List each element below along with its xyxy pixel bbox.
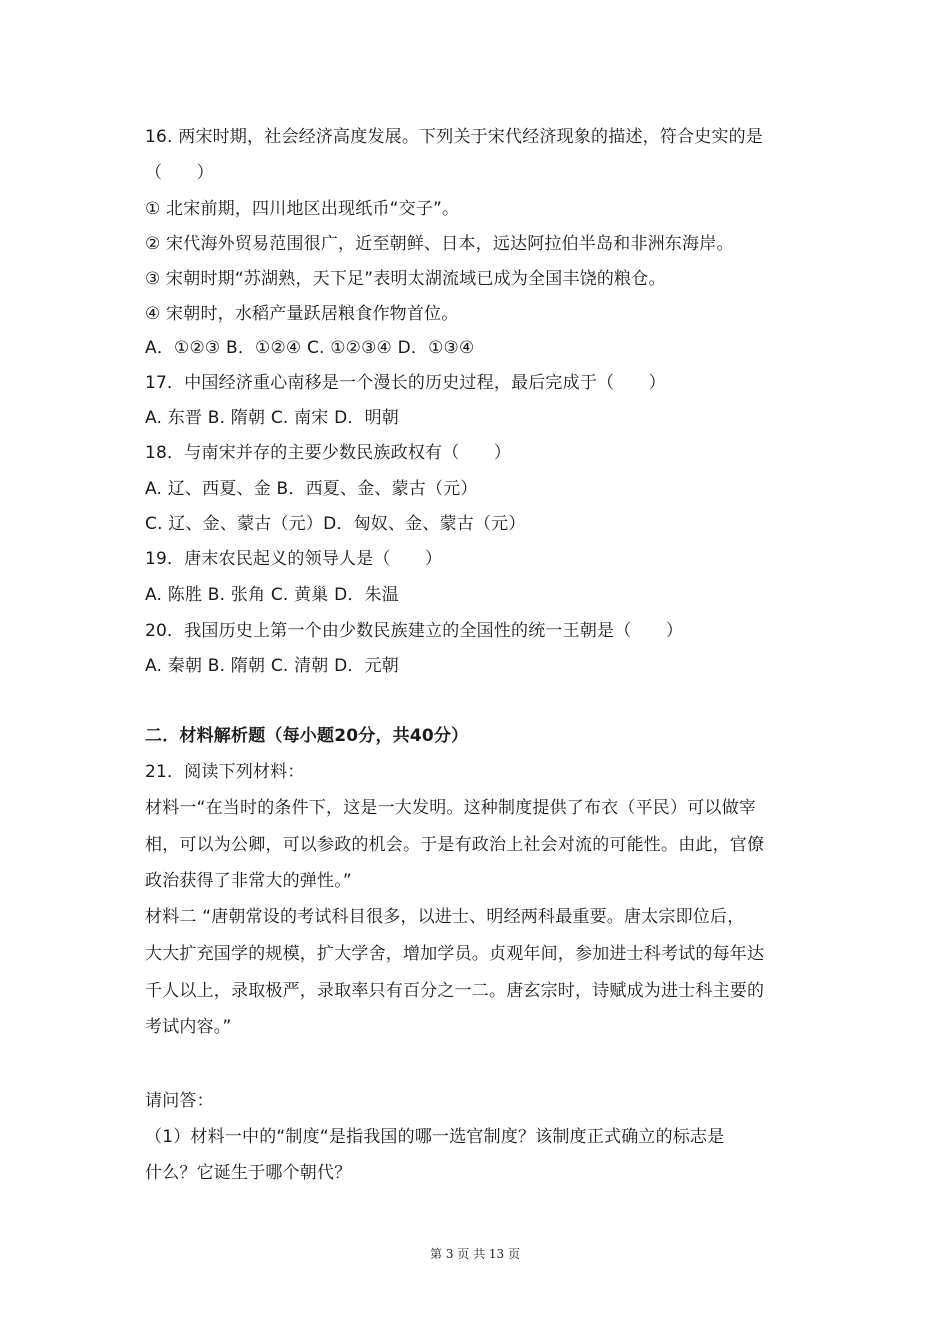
page-footer: 第 3 页 共 13 页 xyxy=(430,1247,520,1261)
material2-line2: 大大扩充国学的规模，扩大学舍，增加学员。贞观年间，参加进士科考试的每年达 xyxy=(145,944,765,964)
q17-options: A. 东晋 B. 隋朝 C. 南宋 D．明朝 xyxy=(145,408,399,428)
q18-options-line1: A. 辽、西夏、金 B．西夏、金、蒙古（元） xyxy=(145,479,478,499)
q20-stem: 20．我国历史上第一个由少数民族建立的全国性的统一王朝是（ ） xyxy=(145,621,684,641)
q16-item-4: ④ 宋朝时，水稻产量跃居粮食作物首位。 xyxy=(145,304,459,324)
q16-item-2: ② 宋代海外贸易范围很广，近至朝鲜、日本，远达阿拉伯半岛和非洲东海岸。 xyxy=(145,234,734,254)
q16-stem-line2: （ ） xyxy=(145,163,214,183)
ask-prompt: 请问答： xyxy=(145,1091,214,1111)
q17-stem: 17．中国经济重心南移是一个漫长的历史过程，最后完成于（ ） xyxy=(145,373,666,393)
q16-stem-line1: 16. 两宋时期，社会经济高度发展。下列关于宋代经济现象的描述，符合史实的是 xyxy=(145,127,764,147)
q18-stem: 18．与南宋并存的主要少数民族政权有（ ） xyxy=(145,443,512,463)
material1-line1: 材料一“在当时的条件下，这是一大发明。这种制度提供了布衣（平民）可以做宰 xyxy=(145,798,757,818)
q20-options: A. 秦朝 B. 隋朝 C. 清朝 D．元朝 xyxy=(145,656,399,676)
q16-item-3: ③ 宋朝时期“苏湖熟，天下足”表明太湖流域已成为全国丰饶的粮仓。 xyxy=(145,269,666,289)
material1-line2: 相，可以为公卿，可以参政的机会。于是有政治上社会对流的可能性。由此，官僚 xyxy=(145,835,765,855)
section2-heading: 二．材料解析题（每小题20分，共40分） xyxy=(145,726,469,746)
q19-options: A. 陈胜 B. 张角 C. 黄巢 D．朱温 xyxy=(145,585,399,605)
q16-item-1: ① 北宋前期，四川地区出现纸币“交子”。 xyxy=(145,199,460,219)
q19-stem: 19．唐末农民起义的领导人是（ ） xyxy=(145,549,443,569)
q18-options-line2: C. 辽、金、蒙古（元）D．匈奴、金、蒙古（元） xyxy=(145,514,526,534)
material2-line3: 千人以上，录取极严，录取率只有百分之一二。唐玄宗时，诗赋成为进士科主要的 xyxy=(145,981,765,1001)
material2-line1: 材料二 “唐朝常设的考试科目很多，以进士、明经两科最重要。唐太宗即位后， xyxy=(145,907,745,927)
subquestion1-line2: 什么？它诞生于哪个朝代？ xyxy=(145,1163,352,1183)
q16-options: A．①②③ B．①②④ C. ①②③④ D．①③④ xyxy=(145,338,475,358)
material2-line4: 考试内容。” xyxy=(145,1017,232,1037)
subquestion1-line1: （1）材料一中的“制度“是指我国的哪一选官制度？该制度正式确立的标志是 xyxy=(145,1127,725,1147)
q21-intro: 21．阅读下列材料： xyxy=(145,762,305,782)
material1-line3: 政治获得了非常大的弹性。” xyxy=(145,871,352,891)
